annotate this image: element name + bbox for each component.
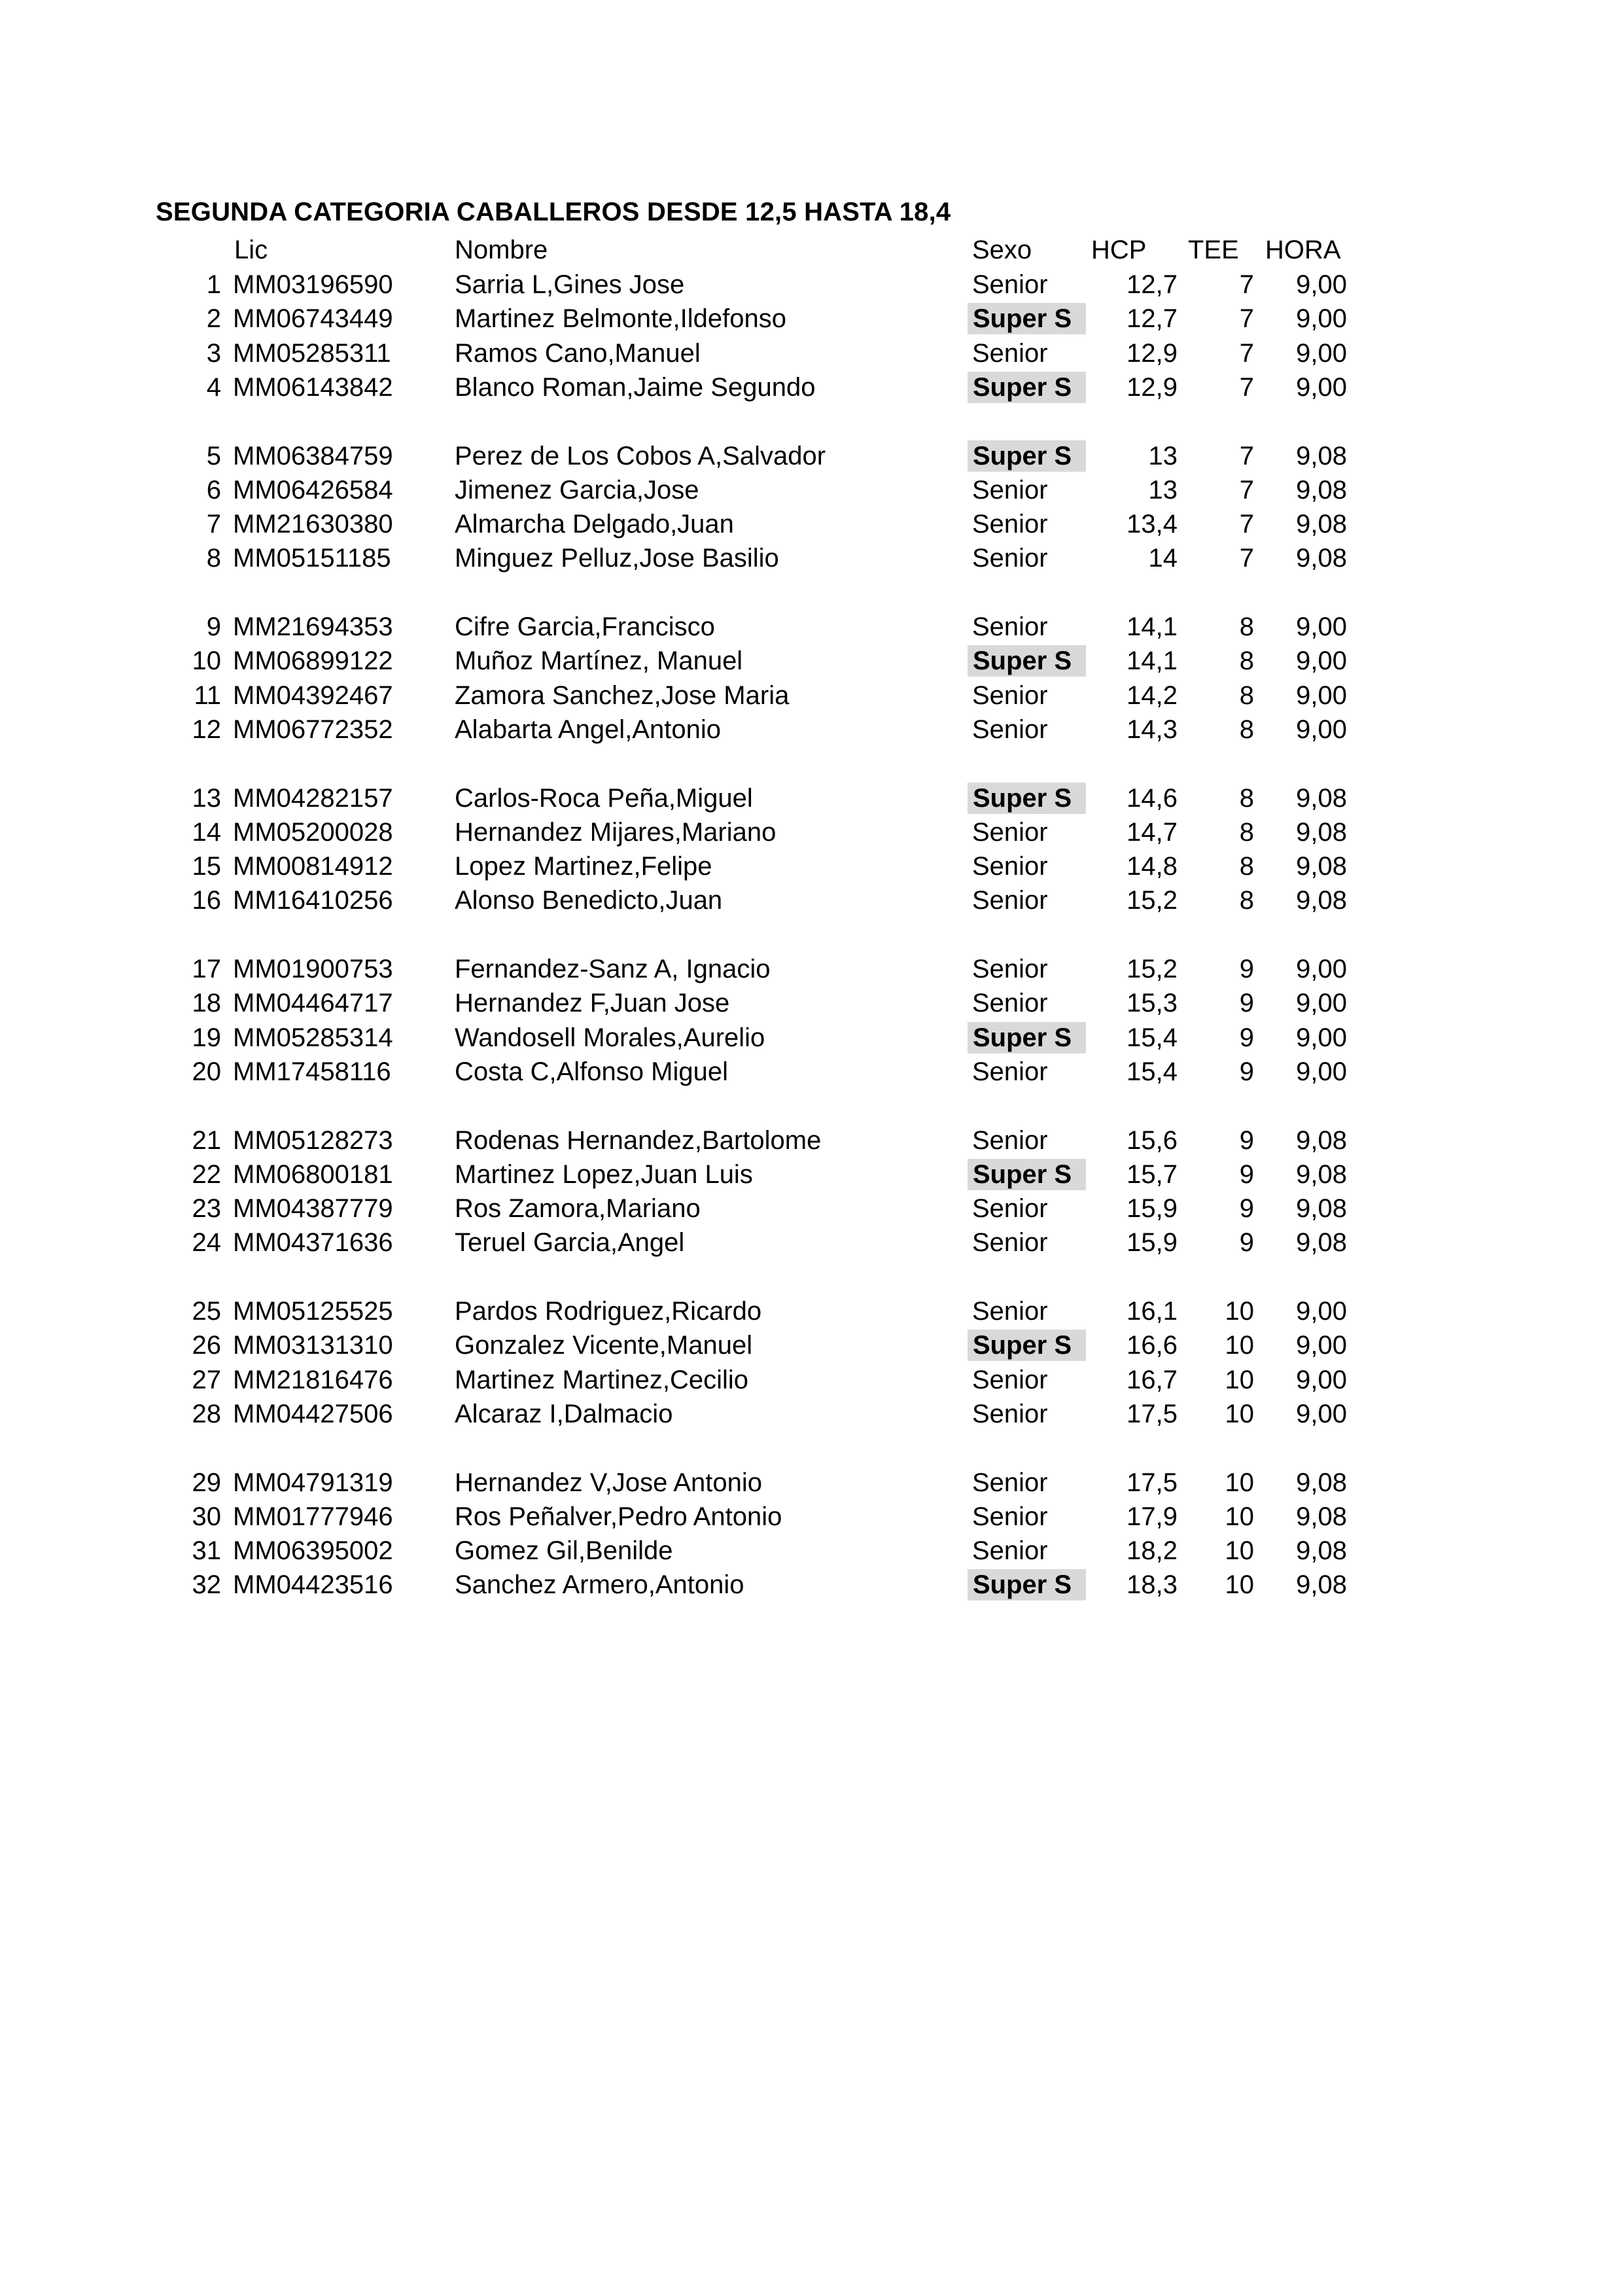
tee-number: 10 <box>1225 1365 1254 1394</box>
category-badge: Senior <box>972 1399 1048 1428</box>
tee-number: 7 <box>1239 372 1254 402</box>
license-number: MM04392467 <box>233 680 393 710</box>
handicap: 12,7 <box>1126 270 1178 299</box>
tee-time: 9,08 <box>1296 783 1347 813</box>
tee-number: 9 <box>1239 1125 1254 1155</box>
header-sexo: Sexo <box>972 236 1032 264</box>
table-row <box>0 1226 1623 1260</box>
handicap: 15,9 <box>1126 1194 1178 1224</box>
tee-number: 8 <box>1239 783 1254 813</box>
player-name: Ros Zamora,Mariano <box>455 1194 701 1224</box>
handicap: 12,9 <box>1126 338 1178 368</box>
license-number: MM05128273 <box>233 1125 393 1155</box>
player-name: Hernandez Mijares,Mariano <box>455 817 777 847</box>
category-badge: Senior <box>972 817 1048 847</box>
tee-time: 9,00 <box>1296 1057 1347 1086</box>
player-name: Cifre Garcia,Francisco <box>455 612 715 641</box>
handicap: 15,4 <box>1126 1057 1178 1086</box>
tee-time: 9,08 <box>1296 475 1347 504</box>
category-badge: Senior <box>972 1297 1048 1326</box>
row-number: 1 <box>206 270 221 299</box>
tee-time: 9,08 <box>1296 1228 1347 1258</box>
tee-time: 9,00 <box>1296 304 1347 334</box>
handicap: 18,2 <box>1126 1536 1178 1566</box>
category-badge: Senior <box>972 886 1048 915</box>
handicap: 16,1 <box>1126 1297 1178 1326</box>
tee-number: 7 <box>1239 510 1254 539</box>
tee-time: 9,08 <box>1296 1536 1347 1566</box>
handicap: 14,6 <box>1126 783 1178 813</box>
table-row <box>0 1123 1623 1157</box>
tee-number: 9 <box>1239 1159 1254 1189</box>
row-number: 30 <box>192 1502 221 1531</box>
tee-time: 9,00 <box>1296 646 1347 676</box>
player-name: Pardos Rodriguez,Ricardo <box>455 1297 762 1326</box>
table-row <box>0 986 1623 1020</box>
tee-number: 7 <box>1239 475 1254 504</box>
handicap: 15,4 <box>1126 1023 1178 1052</box>
row-number: 23 <box>192 1194 221 1224</box>
handicap: 14,1 <box>1126 612 1178 641</box>
tee-time: 9,00 <box>1296 1331 1347 1360</box>
tee-number: 8 <box>1239 886 1254 915</box>
category-badge: Senior <box>972 989 1048 1018</box>
tee-number: 10 <box>1225 1399 1254 1428</box>
tee-number: 7 <box>1239 270 1254 299</box>
tee-number: 9 <box>1239 955 1254 983</box>
license-number: MM05151185 <box>233 544 391 573</box>
tee-time: 9,00 <box>1296 955 1347 983</box>
table-row <box>0 1534 1623 1568</box>
tee-time: 9,08 <box>1296 1159 1347 1189</box>
table-row <box>0 952 1623 986</box>
tee-time: 9,00 <box>1296 612 1347 641</box>
handicap: 15,6 <box>1126 1125 1178 1155</box>
tee-time: 9,08 <box>1296 1194 1347 1224</box>
player-name: Perez de Los Cobos A,Salvador <box>455 441 826 470</box>
tee-time: 9,00 <box>1296 1365 1347 1394</box>
category-badge: Senior <box>972 612 1048 641</box>
handicap: 14,2 <box>1126 680 1178 710</box>
handicap: 15,3 <box>1126 989 1178 1018</box>
header-hcp: HCP <box>1091 236 1147 264</box>
license-number: MM05285314 <box>233 1023 393 1052</box>
row-number: 26 <box>192 1331 221 1360</box>
tee-number: 8 <box>1239 612 1254 641</box>
category-badge: Senior <box>972 1536 1048 1566</box>
tee-time: 9,00 <box>1296 989 1347 1018</box>
license-number: MM05200028 <box>233 817 393 847</box>
tee-number: 10 <box>1225 1570 1254 1600</box>
header-hora: HORA <box>1265 236 1341 264</box>
category-badge: Senior <box>972 1502 1048 1531</box>
player-name: Alonso Benedicto,Juan <box>455 886 723 915</box>
tee-number: 8 <box>1239 646 1254 676</box>
table-row <box>0 1328 1623 1362</box>
license-number: MM06743449 <box>233 304 393 334</box>
handicap: 13 <box>1148 475 1178 504</box>
table-row <box>0 644 1623 678</box>
row-number: 32 <box>192 1570 221 1600</box>
handicap: 12,9 <box>1126 372 1178 402</box>
row-number: 15 <box>192 852 221 881</box>
tee-number: 8 <box>1239 680 1254 710</box>
license-number: MM16410256 <box>233 886 393 915</box>
category-badge: Senior <box>972 1194 1048 1224</box>
table-row <box>0 507 1623 541</box>
tee-time: 9,00 <box>1296 680 1347 710</box>
table-row <box>0 1294 1623 1328</box>
row-number: 2 <box>206 304 221 334</box>
player-name: Ros Peñalver,Pedro Antonio <box>455 1502 782 1531</box>
license-number: MM01900753 <box>233 955 393 983</box>
tee-number: 10 <box>1225 1502 1254 1531</box>
license-number: MM21816476 <box>233 1365 393 1394</box>
player-name: Alcaraz I,Dalmacio <box>455 1399 673 1428</box>
category-badge: Senior <box>972 715 1048 744</box>
license-number: MM04423516 <box>233 1570 393 1600</box>
player-name: Gonzalez Vicente,Manuel <box>455 1331 753 1360</box>
table-row <box>0 849 1623 883</box>
category-badge: Senior <box>972 475 1048 504</box>
tee-time: 9,08 <box>1296 886 1347 915</box>
tee-number: 10 <box>1225 1297 1254 1326</box>
table-row <box>0 1157 1623 1192</box>
handicap: 13 <box>1148 441 1178 470</box>
player-name: Blanco Roman,Jaime Segundo <box>455 372 816 402</box>
handicap: 14 <box>1148 544 1178 573</box>
table-row <box>0 336 1623 370</box>
handicap: 17,9 <box>1126 1502 1178 1531</box>
player-name: Ramos Cano,Manuel <box>455 338 701 368</box>
row-number: 19 <box>192 1023 221 1052</box>
category-badge: Senior <box>972 270 1048 299</box>
player-name: Costa C,Alfonso Miguel <box>455 1057 728 1086</box>
table-row <box>0 541 1623 575</box>
tee-time: 9,08 <box>1296 1570 1347 1600</box>
handicap: 15,2 <box>1126 886 1178 915</box>
handicap: 15,9 <box>1126 1228 1178 1258</box>
handicap: 13,4 <box>1126 510 1178 539</box>
table-row <box>0 883 1623 917</box>
row-number: 3 <box>206 338 221 368</box>
header-tee: TEE <box>1188 236 1239 264</box>
license-number: MM06772352 <box>233 715 393 744</box>
table-row <box>0 610 1623 644</box>
table-row <box>0 1500 1623 1534</box>
handicap: 16,6 <box>1126 1331 1178 1360</box>
table-row <box>0 1466 1623 1500</box>
tee-number: 10 <box>1225 1331 1254 1360</box>
row-number: 24 <box>192 1228 221 1258</box>
tee-time: 9,08 <box>1296 510 1347 539</box>
tee-number: 8 <box>1239 817 1254 847</box>
category-badge: Senior <box>972 680 1048 710</box>
tee-number: 9 <box>1239 1194 1254 1224</box>
license-number: MM04427506 <box>233 1399 393 1428</box>
player-name: Martinez Martinez,Cecilio <box>455 1365 749 1394</box>
table-header <box>0 233 1623 267</box>
table-row <box>0 473 1623 507</box>
table-row <box>0 1568 1623 1602</box>
handicap: 16,7 <box>1126 1365 1178 1394</box>
player-name: Hernandez V,Jose Antonio <box>455 1468 762 1497</box>
license-number: MM17458116 <box>233 1057 391 1086</box>
row-number: 13 <box>192 783 221 813</box>
tee-number: 7 <box>1239 338 1254 368</box>
row-number: 12 <box>192 715 221 744</box>
table-row <box>0 1055 1623 1089</box>
player-name: Minguez Pelluz,Jose Basilio <box>455 544 779 573</box>
category-badge: Super S <box>968 645 1086 677</box>
row-number: 20 <box>192 1057 221 1086</box>
row-number: 31 <box>192 1536 221 1566</box>
tee-time: 9,08 <box>1296 544 1347 573</box>
tee-number: 7 <box>1239 544 1254 573</box>
handicap: 18,3 <box>1126 1570 1178 1600</box>
license-number: MM03196590 <box>233 270 393 299</box>
row-number: 28 <box>192 1399 221 1428</box>
player-name: Lopez Martinez,Felipe <box>455 852 712 881</box>
header-lic: Lic <box>234 236 268 264</box>
row-number: 17 <box>192 955 221 983</box>
player-name: Hernandez F,Juan Jose <box>455 989 730 1018</box>
table-row <box>0 302 1623 336</box>
tee-time: 9,08 <box>1296 817 1347 847</box>
tee-number: 10 <box>1225 1536 1254 1566</box>
row-number: 11 <box>194 680 221 710</box>
tee-time: 9,00 <box>1296 1023 1347 1052</box>
row-number: 10 <box>192 646 221 676</box>
table-row <box>0 815 1623 849</box>
player-name: Sanchez Armero,Antonio <box>455 1570 744 1600</box>
license-number: MM21694353 <box>233 612 393 641</box>
row-number: 8 <box>206 544 221 573</box>
category-badge: Senior <box>972 1468 1048 1497</box>
category-badge: Senior <box>972 1365 1048 1394</box>
player-name: Wandosell Morales,Aurelio <box>455 1023 765 1052</box>
page-title: SEGUNDA CATEGORIA CABALLEROS DESDE 12,5 HASTA 18,4 <box>156 198 951 226</box>
tee-time: 9,00 <box>1296 372 1347 402</box>
handicap: 14,8 <box>1126 852 1178 881</box>
category-badge: Super S <box>968 1569 1086 1600</box>
category-badge: Senior <box>972 338 1048 368</box>
tee-time: 9,00 <box>1296 1297 1347 1326</box>
category-badge: Super S <box>968 303 1086 334</box>
table-row <box>0 1397 1623 1431</box>
player-name: Muñoz Martínez, Manuel <box>455 646 743 676</box>
row-number: 16 <box>192 886 221 915</box>
category-badge: Senior <box>972 1057 1048 1086</box>
table-row <box>0 1192 1623 1226</box>
tee-number: 9 <box>1239 1228 1254 1258</box>
tee-number: 9 <box>1239 1023 1254 1052</box>
category-badge: Super S <box>968 440 1086 472</box>
tee-number: 10 <box>1225 1468 1254 1497</box>
handicap: 12,7 <box>1126 304 1178 334</box>
handicap: 17,5 <box>1126 1468 1178 1497</box>
table-row <box>0 781 1623 815</box>
license-number: MM04371636 <box>233 1228 393 1258</box>
category-badge: Super S <box>968 1159 1086 1190</box>
category-badge: Senior <box>972 852 1048 881</box>
row-number: 25 <box>192 1297 221 1326</box>
tee-time: 9,08 <box>1296 1125 1347 1155</box>
tee-number: 7 <box>1239 441 1254 470</box>
tee-time: 9,00 <box>1296 270 1347 299</box>
license-number: MM04282157 <box>233 783 393 813</box>
row-number: 14 <box>192 817 221 847</box>
player-name: Teruel Garcia,Angel <box>455 1228 685 1258</box>
table-row <box>0 268 1623 302</box>
row-number: 22 <box>192 1159 221 1189</box>
license-number: MM05125525 <box>233 1297 393 1326</box>
license-number: MM04464717 <box>233 989 393 1018</box>
category-badge: Senior <box>972 510 1048 539</box>
tee-time: 9,08 <box>1296 1468 1347 1497</box>
row-number: 29 <box>192 1468 221 1497</box>
player-name: Zamora Sanchez,Jose Maria <box>455 680 790 710</box>
license-number: MM06143842 <box>233 372 393 402</box>
tee-time: 9,00 <box>1296 715 1347 744</box>
category-badge: Super S <box>968 1022 1086 1053</box>
tee-number: 9 <box>1239 1057 1254 1086</box>
row-number: 27 <box>192 1365 221 1394</box>
license-number: MM06395002 <box>233 1536 393 1566</box>
handicap: 14,7 <box>1126 817 1178 847</box>
category-badge: Super S <box>968 1330 1086 1361</box>
category-badge: Senior <box>972 955 1048 983</box>
tee-time: 9,00 <box>1296 338 1347 368</box>
row-number: 7 <box>206 510 221 539</box>
row-number: 6 <box>206 475 221 504</box>
tee-time: 9,08 <box>1296 441 1347 470</box>
handicap: 15,7 <box>1126 1159 1178 1189</box>
license-number: MM06384759 <box>233 441 393 470</box>
tee-time: 9,08 <box>1296 1502 1347 1531</box>
row-number: 9 <box>206 612 221 641</box>
player-name: Martinez Lopez,Juan Luis <box>455 1159 753 1189</box>
player-name: Gomez Gil,Benilde <box>455 1536 673 1566</box>
tee-time: 9,00 <box>1296 1399 1347 1428</box>
row-number: 5 <box>206 441 221 470</box>
handicap: 17,5 <box>1126 1399 1178 1428</box>
handicap: 14,1 <box>1126 646 1178 676</box>
tee-number: 9 <box>1239 989 1254 1018</box>
license-number: MM06899122 <box>233 646 393 676</box>
player-name: Fernandez-Sanz A, Ignacio <box>455 955 771 983</box>
category-badge: Super S <box>968 372 1086 403</box>
row-number: 18 <box>192 989 221 1018</box>
player-name: Martinez Belmonte,Ildefonso <box>455 304 786 334</box>
tee-time: 9,08 <box>1296 852 1347 881</box>
license-number: MM00814912 <box>233 852 393 881</box>
category-badge: Senior <box>972 544 1048 573</box>
player-name: Almarcha Delgado,Juan <box>455 510 734 539</box>
table-row <box>0 1363 1623 1397</box>
tee-number: 7 <box>1239 304 1254 334</box>
license-number: MM01777946 <box>233 1502 393 1531</box>
handicap: 14,3 <box>1126 715 1178 744</box>
table-row <box>0 439 1623 473</box>
table-row <box>0 679 1623 713</box>
header-nombre: Nombre <box>455 236 548 264</box>
row-number: 21 <box>192 1125 221 1155</box>
player-name: Jimenez Garcia,Jose <box>455 475 699 504</box>
player-name: Alabarta Angel,Antonio <box>455 715 721 744</box>
tee-number: 8 <box>1239 852 1254 881</box>
player-name: Carlos-Roca Peña,Miguel <box>455 783 753 813</box>
license-number: MM06426584 <box>233 475 393 504</box>
license-number: MM05285311 <box>233 338 391 368</box>
player-name: Rodenas Hernandez,Bartolome <box>455 1125 822 1155</box>
license-number: MM03131310 <box>233 1331 393 1360</box>
license-number: MM21630380 <box>233 510 393 539</box>
category-badge: Senior <box>972 1125 1048 1155</box>
category-badge: Super S <box>968 783 1086 814</box>
license-number: MM04387779 <box>233 1194 393 1224</box>
handicap: 15,2 <box>1126 955 1178 983</box>
table-row <box>0 713 1623 747</box>
license-number: MM04791319 <box>233 1468 393 1497</box>
table-row <box>0 1021 1623 1055</box>
player-name: Sarria L,Gines Jose <box>455 270 685 299</box>
row-number: 4 <box>206 372 221 402</box>
tee-number: 8 <box>1239 715 1254 744</box>
table-row <box>0 370 1623 404</box>
category-badge: Senior <box>972 1228 1048 1258</box>
license-number: MM06800181 <box>233 1159 393 1189</box>
